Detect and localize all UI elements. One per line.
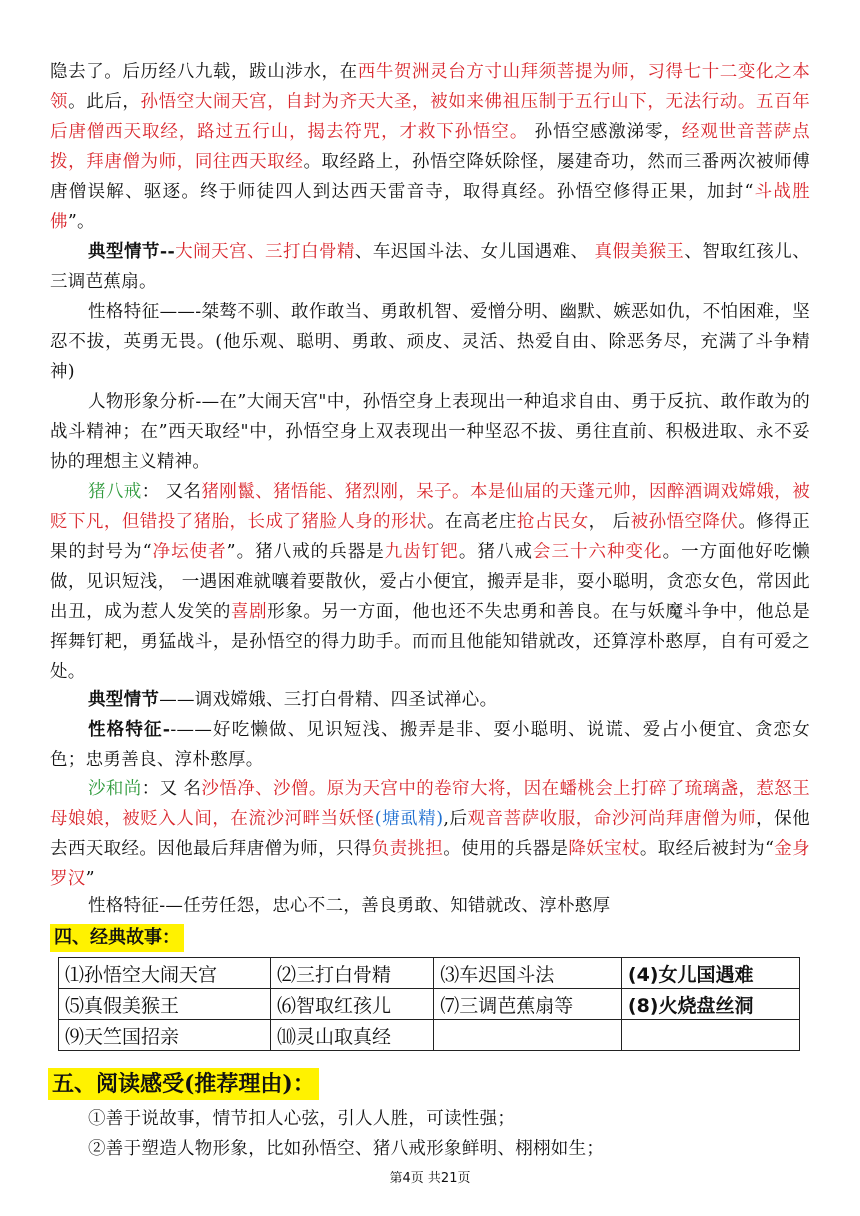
highlight-red: 负责挑担	[371, 839, 444, 859]
table-cell: ⑵三打白骨精	[271, 958, 434, 989]
text-span: 。一方面他好吃懒做，见识短浅， 一遇困难就嚷着要散伙，爱占小便宜，搬弄是非，耍小聪明，贪恋女色，常因此出丑，成为惹人发笑的	[50, 542, 810, 622]
text-span: 隐去了。后历经八九载，跋山涉水，在	[50, 62, 358, 82]
text-span: ”。猪八戒的兵器是	[226, 542, 385, 562]
wukong-analysis: 人物形象分析-—在”大闹天宫"中，孙悟空身上表现出一种追求自由、勇于反抗、敢作敢为的战斗精神；在”西天取经"中，孙悟空身上双表现出一种坚忍不拔、勇往直前、积极进取、永不妥协的理想主义精神。	[50, 392, 810, 472]
highlight-red: 沙悟净、沙僧。原为天宫中的卷帘大将，因在蟠桃会上打碎了琉璃盏，惹怒王母娘娘，被贬入人间，在流沙河畔当妖怪	[50, 779, 811, 829]
section5-heading: 五、阅读感受(推荐理由)：	[48, 1068, 319, 1100]
highlight-red: 会三十六种变化	[532, 542, 663, 562]
highlight-red: 抢占民女	[516, 512, 589, 532]
text-span: ：又 名	[141, 779, 202, 799]
text-span: 。此后，	[68, 92, 141, 112]
table-row	[59, 958, 800, 989]
table-cell: ⑸真假美猴王	[59, 989, 271, 1020]
highlight-red: 西牛贺洲灵台方寸山拜须菩提为师，习得七十二变化之本领	[50, 62, 811, 112]
highlight-red: 真假美猴王	[594, 242, 685, 262]
sunwukong-paragraph	[50, 57, 810, 237]
wukong-plot	[50, 237, 810, 297]
text-span: 。在高老庄	[427, 512, 517, 532]
text-span: 。修得正果的封号为“	[50, 512, 811, 562]
highlight-red: 观音菩萨收服，命沙河尚拜唐僧为师	[467, 809, 757, 829]
text-span: ——调戏嫦娥、三打白骨精、四圣试禅心。	[159, 690, 498, 710]
table-cell: (8)火烧盘丝洞	[621, 989, 799, 1020]
reason-item: ②善于塑造人物形象，比如孙悟空、猪八戒形象鲜明、栩栩如生；	[88, 1139, 605, 1159]
highlight-red: 大闹天宫、三打白骨精	[175, 242, 355, 262]
table-cell: ⑽灵山取真经	[271, 1020, 434, 1051]
highlight-red: 经观世音菩萨点拨，拜唐僧为师，同往西天取经	[50, 122, 810, 172]
table-row	[59, 989, 800, 1020]
plot-label: 典型情节--	[88, 242, 176, 262]
table-cell: ⑶车迟国斗法	[434, 958, 622, 989]
table-cell	[621, 1020, 799, 1051]
highlight-red: 降妖宝杖	[568, 839, 640, 859]
shaheshang-paragraph	[50, 774, 810, 894]
reason-item: ①善于说故事，情节扣人心弦，引人人胜，可读性强；	[88, 1109, 516, 1129]
text-span: ”。	[67, 212, 95, 232]
text-span: 。取经路上，孙悟空降妖除怪，屡建奇功，然而三番两次被师傅唐僧误解、驱逐。终于师徒四人到达西天雷音寺，取得真经。孙悟空修得正果，加封“	[50, 152, 810, 202]
character-name: 沙和尚	[88, 779, 142, 799]
table-cell: ⑹智取红孩儿	[271, 989, 434, 1020]
text-span: 孙悟空感激涕零，	[528, 122, 682, 142]
page-footer: 第4页 共21页	[389, 1171, 471, 1186]
text-span: ”	[85, 869, 95, 889]
highlight-red: 孙悟空大闹天宫，自封为齐天大圣，被如来佛祖压制于五行山下，无法行动。五百年后唐僧西天取经，路过五行山，揭去符咒，才救下孙悟空。	[50, 92, 810, 142]
highlight-blue: (塘虱精)	[374, 809, 444, 829]
table-row	[59, 1020, 800, 1051]
classic-stories-table	[58, 957, 800, 1051]
text-span: 、车迟国斗法、女儿国遇难、	[354, 242, 595, 262]
text-span: 。取经后被封为“	[639, 839, 775, 859]
text-span: 、智取红孩儿、三调芭蕉扇。	[50, 242, 811, 292]
plot-label: 典型情节	[88, 690, 160, 710]
highlight-red: 九齿钉钯	[384, 542, 459, 562]
bajie-plot	[50, 685, 810, 715]
table-cell: ⑺三调芭蕉扇等	[434, 989, 622, 1020]
trait-label: 性格特征-	[88, 720, 171, 740]
table-cell: ⑼天竺国招亲	[59, 1020, 271, 1051]
text-span: 。猪八戒	[458, 542, 533, 562]
zhubajie-paragraph	[50, 477, 810, 687]
highlight-red: 斗战胜佛	[50, 182, 810, 232]
section4-heading: 四、经典故事：	[50, 924, 184, 952]
text-span: 形象。另一方面，他也还不失忠勇和善良。在与妖魔斗争中，他总是挥舞钉耙，勇猛战斗，是孙悟空的得力助手。而而且他能知错就改，还算淳朴憨厚，自有可爱之处。	[50, 602, 811, 682]
table-cell: (4)女儿国遇难	[621, 958, 799, 989]
highlight-red: 金身罗汉	[50, 839, 810, 889]
highlight-red: 猪刚鬣、猪悟能、猪烈刚，呆子。本是仙届的天蓬元帅，因醉酒调戏嫦娥，被贬下凡，但错投了猪胎，长成了猪脸人身的形状	[50, 482, 811, 532]
text-span: ： 又名	[141, 482, 202, 502]
shaseng-trait: 性格特征-—任劳任怨，忠心不二，善良勇敢、知错就改、淳朴憨厚	[88, 896, 611, 916]
text-span: ,后	[443, 809, 468, 829]
highlight-red: 被孙悟空降伏	[630, 512, 739, 532]
text-span: ，保他去西天取经。因他最后拜唐僧为师，只得	[50, 809, 811, 859]
text-span: 。使用的兵器是	[443, 839, 569, 859]
highlight-red: 净坛使者	[151, 542, 227, 562]
highlight-red: 喜剧	[231, 602, 268, 622]
bajie-trait	[50, 715, 810, 775]
table-cell: ⑴孙悟空大闹天宫	[59, 958, 271, 989]
text-span: ， 后	[588, 512, 631, 532]
character-name: 猪八戒	[88, 482, 142, 502]
table-cell	[434, 1020, 622, 1051]
text-span: -——好吃懒做、见识短浅、搬弄是非、耍小聪明、说谎、爱占小便宜、贪恋女色；忠勇善良、淳朴憨厚。	[50, 720, 811, 770]
wukong-trait: 性格特征——-桀骜不驯、敢作敢当、勇敢机智、爱憎分明、幽默、嫉恶如仇，不怕困难，坚忍不拔，英勇无畏。(他乐观、聪明、勇敢、顽皮、灵活、热爱自由、除恶务尽，充满了斗争精神)	[50, 302, 810, 382]
